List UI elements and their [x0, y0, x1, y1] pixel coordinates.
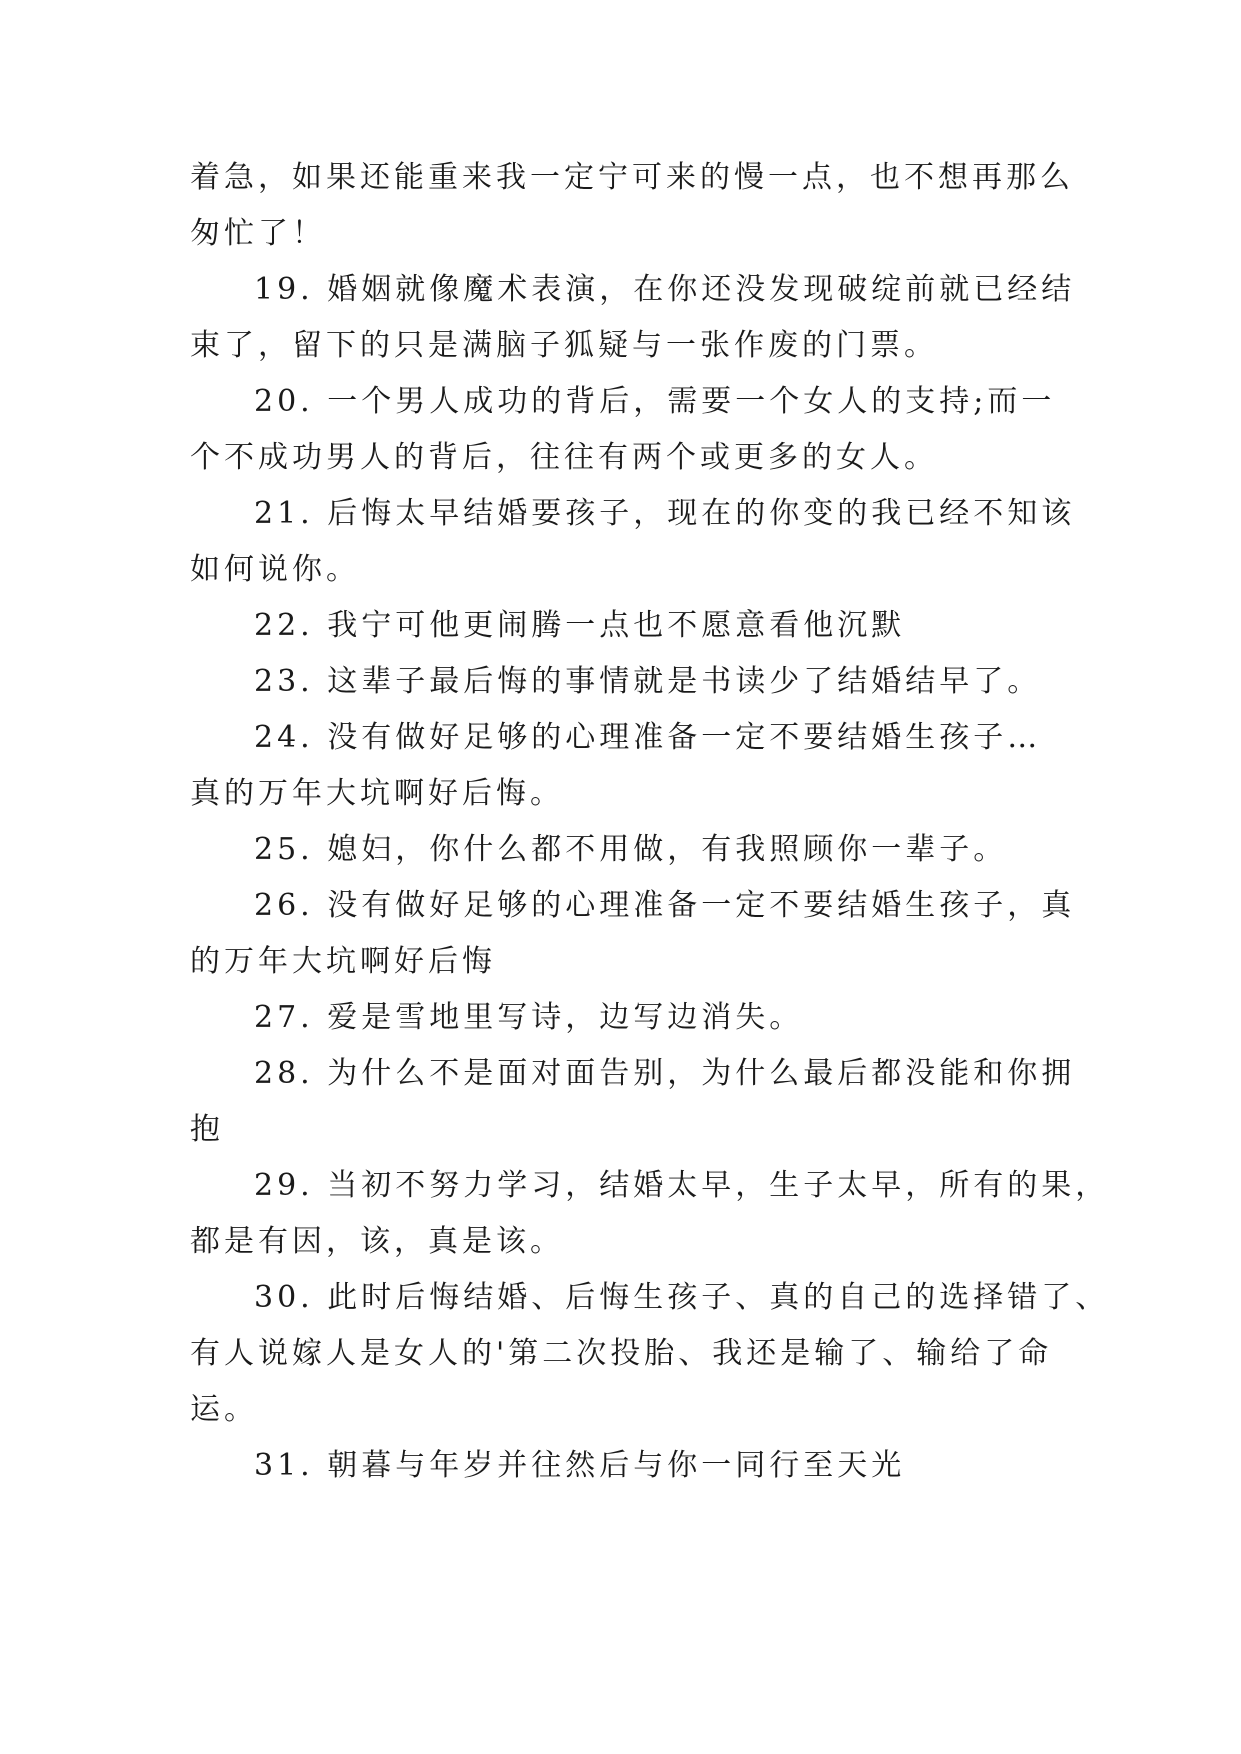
text-line: 都是有因，该，真是该。 [190, 1224, 564, 1259]
list-item-22: 22. 我宁可他更闹腾一点也不愿意看他沉默 [254, 608, 906, 643]
text-line: 着急，如果还能重来我一定宁可来的慢一点，也不想再那么 [190, 160, 1074, 195]
text-line: 的万年大坑啊好后悔 [190, 944, 496, 979]
text-line: 匆忙了！ [190, 216, 326, 251]
list-item-30: 30. 此时后悔结婚、后悔生孩子、真的自己的选择错了、 [254, 1280, 1110, 1315]
text-line: 个不成功男人的背后，往往有两个或更多的女人。 [190, 440, 938, 475]
list-item-31: 31. 朝暮与年岁并往然后与你一同行至天光 [254, 1448, 906, 1483]
list-item-20: 20. 一个男人成功的背后，需要一个女人的支持;而一 [254, 384, 1056, 419]
list-item-29: 29. 当初不努力学习，结婚太早，生子太早，所有的果， [254, 1168, 1110, 1203]
text-line: 如何说你。 [190, 552, 360, 587]
list-item-27: 27. 爱是雪地里写诗，边写边消失。 [254, 1000, 804, 1035]
list-item-19: 19. 婚姻就像魔术表演，在你还没发现破绽前就已经结 [254, 272, 1076, 307]
list-item-23: 23. 这辈子最后悔的事情就是书读少了结婚结早了。 [254, 664, 1042, 699]
text-line: 真的万年大坑啊好后悔。 [190, 776, 564, 811]
list-item-26: 26. 没有做好足够的心理准备一定不要结婚生孩子，真 [254, 888, 1076, 923]
list-item-21: 21. 后悔太早结婚要孩子，现在的你变的我已经不知该 [254, 496, 1076, 531]
list-item-28: 28. 为什么不是面对面告别，为什么最后都没能和你拥 [254, 1056, 1076, 1091]
text-line: 束了，留下的只是满脑子狐疑与一张作废的门票。 [190, 328, 938, 363]
text-line: 运。 [190, 1392, 258, 1427]
text-line: 有人说嫁人是女人的'第二次投胎、我还是输了、输给了命 [190, 1336, 1053, 1371]
list-item-25: 25. 媳妇，你什么都不用做，有我照顾你一辈子。 [254, 832, 1008, 867]
text-line: 抱 [190, 1112, 224, 1147]
list-item-24: 24. 没有做好足够的心理准备一定不要结婚生孩子… [254, 720, 1042, 755]
